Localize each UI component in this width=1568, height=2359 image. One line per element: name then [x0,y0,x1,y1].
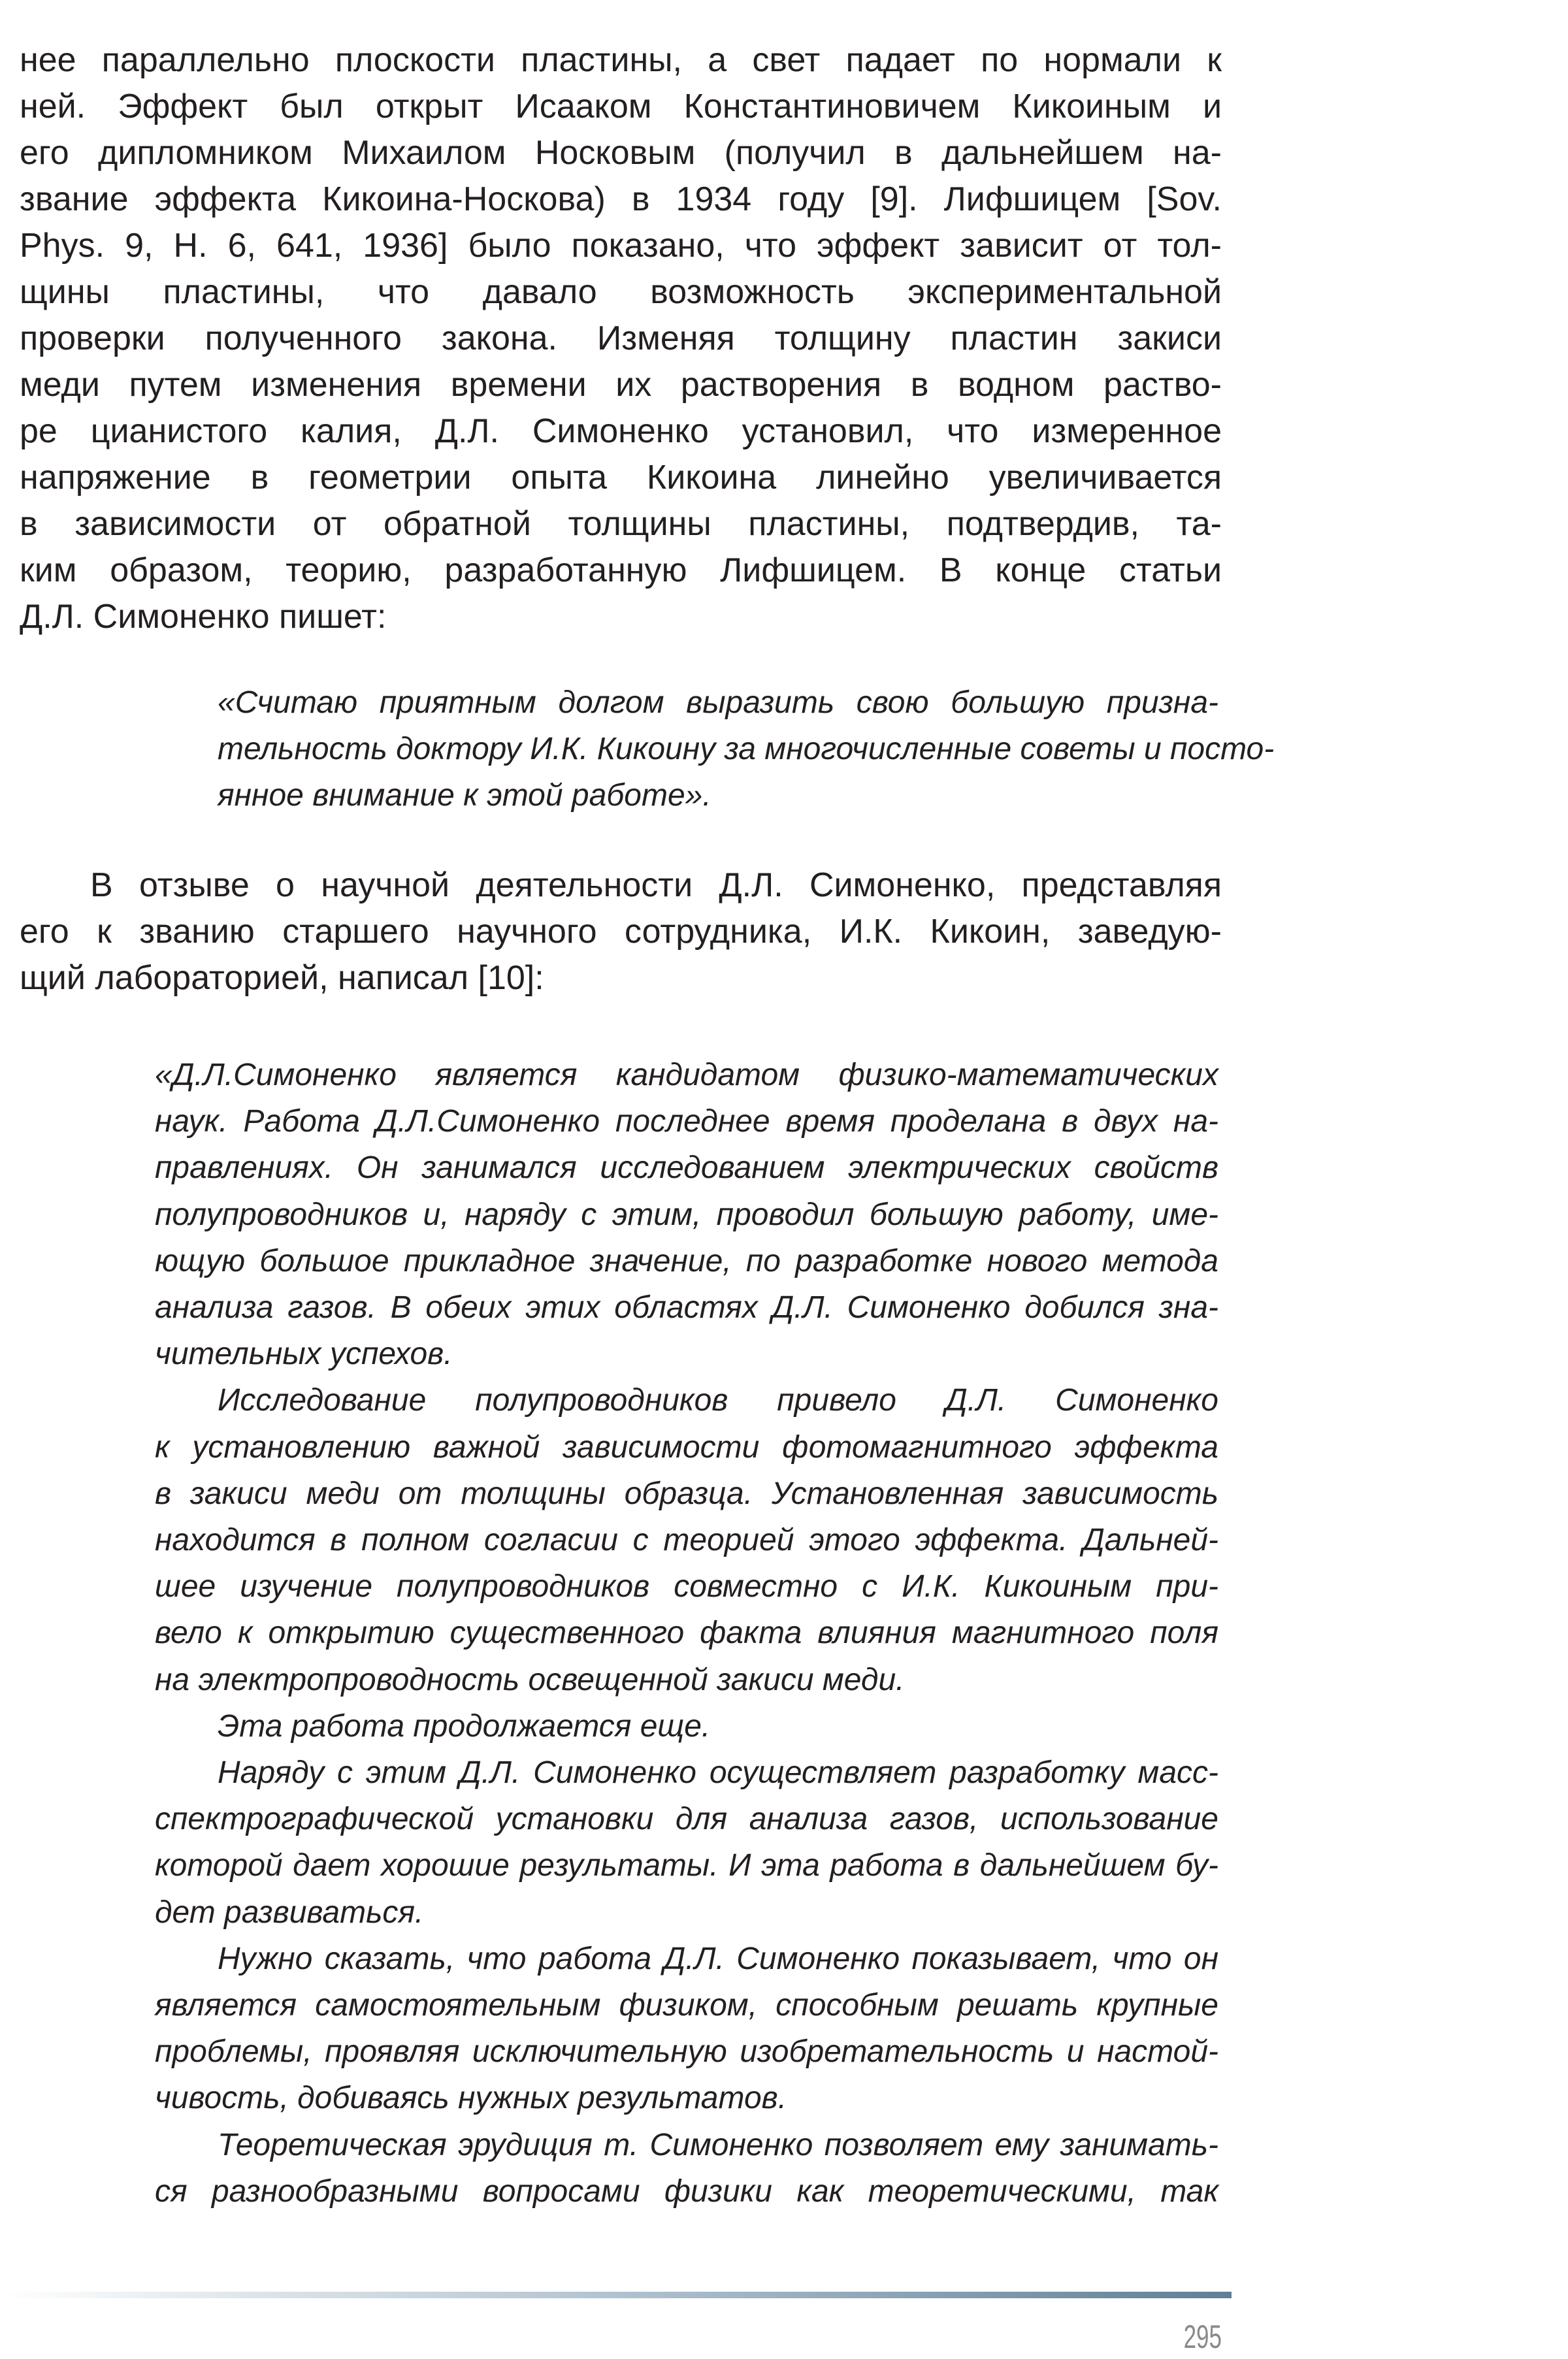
text-line: проблемы, проявляя исключительную изобретательность и настой- [155,2034,1218,2070]
text-line: меди путем изменения времени их растворения в водном раство- [20,366,1222,404]
text-line: Phys. 9, H. 6, 641, 1936] было показано, что эффект зависит от тол- [20,227,1222,265]
text-line: ющую большое прикладное значение, по разработке нового метода [155,1243,1218,1278]
text-line: которой дает хорошие результаты. И эта работа в дальнейшем бу- [155,1848,1218,1883]
block-quote-2 [155,1052,1218,2215]
text-line: к установлению важной зависимости фотомагнитного эффекта [155,1429,1218,1465]
text-line: чивость, добиваясь нужных результатов. [155,2081,787,2116]
text-line: Эта работа продолжается еще. [218,1708,711,1744]
text-line: ней. Эффект был открыт Исааком Константиновичем Кикоиным и [20,88,1222,125]
text-line: ся разнообразными вопросами физики как теоретическими, так [155,2173,1218,2209]
text-line: ре цианистого калия, Д.Л. Симоненко установил, что измеренное [20,412,1222,450]
text-line: «Д.Л.Симоненко является кандидатом физико-математических [155,1058,1218,1092]
text-line: на электропроводность освещенной закиси меди. [155,1662,905,1697]
text-line: звание эффекта Кикоина-Носкова) в 1934 году [9]. Лифшицем [Sov. [20,180,1222,218]
text-line: его дипломником Михаилом Носковым (получил в дальнейшем на- [20,134,1222,172]
text-line: находится в полном согласии с теорией этого эффекта. Дальней- [155,1523,1218,1558]
text-line: В отзыве о научной деятельности Д.Л. Симоненко, представляя [90,866,1222,904]
text-line: нее параллельно плоскости пластины, а свет падает по нормали к [20,41,1222,79]
text-line: Д.Л. Симоненко пишет: [20,598,387,636]
text-line: проверки полученного закона. Изменяя толщину пластин закиси [20,319,1222,357]
text-line: янное внимание к этой работе». [218,778,711,813]
text-line: ким образом, теорию, разработанную Лифшицем. В конце статьи [20,551,1222,589]
body-paragraph-2 [20,862,1222,1001]
text-line: наук. Работа Д.Л.Симоненко последнее время проделана в двух на- [155,1104,1218,1139]
text-line: напряжение в геометрии опыта Кикоина линейно увеличивается [20,459,1222,496]
text-line: в зависимости от обратной толщины пластины, подтвердив, та- [20,505,1222,543]
text-line: является самостоятельным физиком, способным решать крупные [155,1988,1218,2023]
text-line: шее изучение полупроводников совместно с И.К. Кикоиным при- [155,1569,1218,1604]
page-number: 295 [1183,2318,1222,2355]
text-line: Исследование полупроводников привело Д.Л. Симоненко [218,1383,1218,1418]
text-line: дет развиваться. [155,1895,424,1930]
text-line: щины пластины, что давало возможность экспериментальной [20,273,1222,311]
text-line: анализа газов. В обеих этих областях Д.Л. Симоненко добился зна- [155,1290,1218,1326]
text-line: щий лабораторией, написал [10]: [20,959,544,997]
text-line: его к званию старшего научного сотрудника, И.К. Кикоин, заведую- [20,913,1222,951]
text-line: Теоретическая эрудиция т. Симоненко позволяет ему занимать- [218,2127,1218,2162]
text-line: полупроводников и, наряду с этим, проводил большую работу, име- [155,1197,1218,1232]
body-paragraph-1 [20,37,1222,640]
text-line: Нужно сказать, что работа Д.Л. Симоненко показывает, что он [218,1941,1218,1976]
text-line: правлениях. Он занимался исследованием электрических свойств [155,1150,1218,1186]
text-line: «Считаю приятным долгом выразить свою большую призна- [218,685,1218,720]
text-line: Наряду с этим Д.Л. Симоненко осуществляет разработку масс- [218,1755,1218,1791]
text-line: спектрографической установки для анализа газов, использование [155,1802,1218,1837]
text-line: в закиси меди от толщины образца. Установленная зависимость [155,1476,1218,1511]
text-line: тельность доктору И.К. Кикоину за многочисленные советы и посто- [218,732,1275,766]
footer-divider [0,2292,1232,2298]
block-quote-1 [218,679,1275,819]
text-line: вело к открытию существенного факта влияния магнитного поля [155,1616,1218,1651]
text-line: чительных успехов. [155,1337,453,1372]
